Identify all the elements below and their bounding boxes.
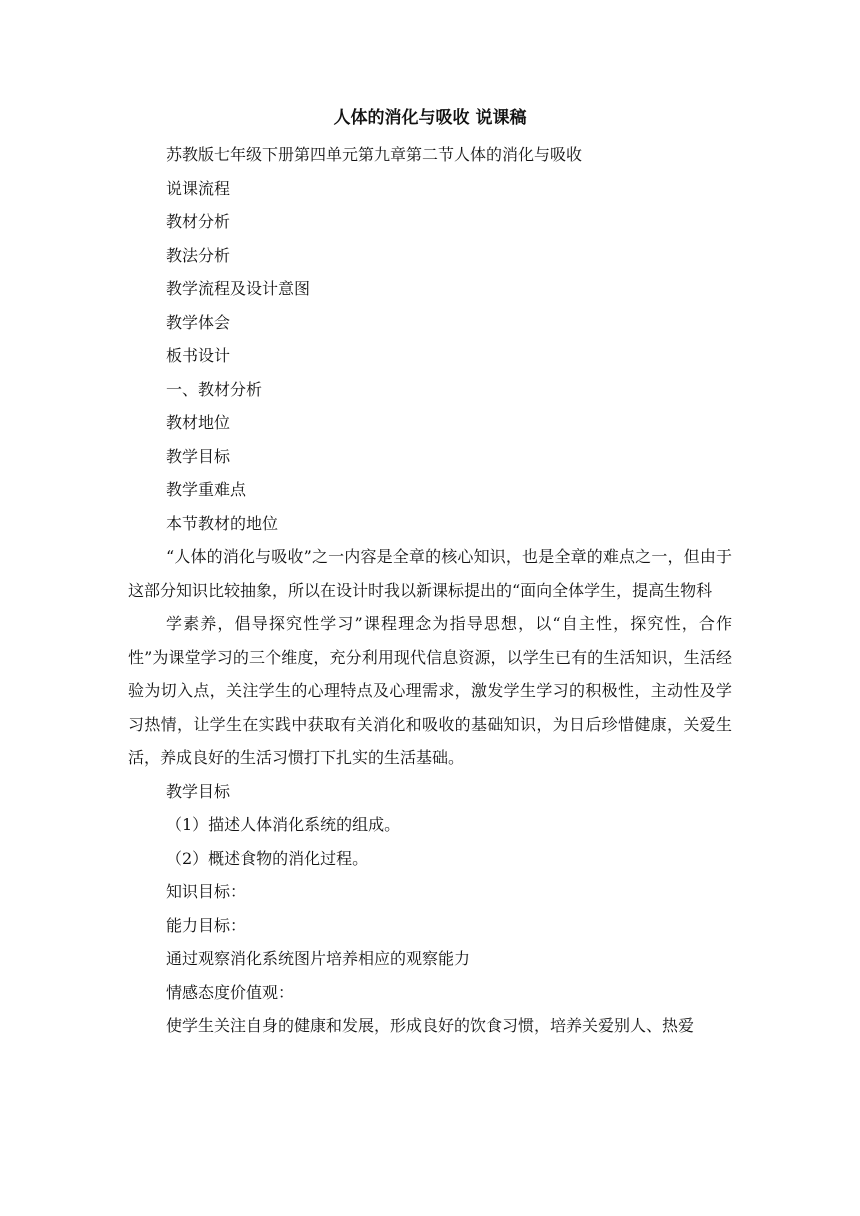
text-line: 教学目标 [166, 446, 231, 466]
list-item: （2）概述食物的消化过程。 [166, 848, 369, 868]
paragraph: “人体的消化与吸收”之一内容是全章的核心知识，也是全章的难点之一，但由于这部分知识比较抽象，所以在设计时我以新课标提出的“面向全体学生，提高生物科 [128, 547, 732, 600]
text-line: 教学体会 [166, 312, 231, 332]
text-line: 情感态度价值观： [166, 982, 295, 1002]
subtitle-line: 苏教版七年级下册第四单元第九章第二节人体的消化与吸收 [166, 145, 583, 164]
text-line: 说课流程 [166, 178, 231, 198]
text-line: 知识目标： [166, 882, 247, 901]
text-line: 能力目标： [166, 915, 247, 935]
text-line: 教材地位 [166, 413, 231, 432]
document-title: 人体的消化与吸收 说课稿 [333, 108, 527, 128]
text-line: 教学流程及设计意图 [166, 279, 311, 298]
text-line: 板书设计 [166, 346, 231, 365]
text-line: 通过观察消化系统图片培养相应的观察能力 [166, 949, 471, 968]
text-line: 教学目标 [166, 781, 231, 801]
text-line: 教法分析 [166, 245, 231, 265]
text-line: 本节教材的地位 [166, 513, 279, 533]
paragraph: 学素养，倡导探究性学习”课程理念为指导思想，以“自主性，探究性，合作性”为课堂学习的三个维度，充分利用现代信息资源，以学生已有的生活知识，生活经验为切入点，关注学生的心理特点及心理需求，激发学生学习的积极性，主动性及学习热情，让学生在实践中获取有关消化和吸收的基础知识，为日后珍惜健康，关爱生活，养成良好的生活习惯打下扎实的生活基础。 [128, 614, 732, 767]
text-line: 教学重难点 [166, 480, 247, 499]
list-item: （1）描述人体消化系统的组成。 [166, 815, 401, 834]
document-body [128, 104, 732, 1043]
text-line: 教材分析 [166, 212, 231, 231]
section-heading: 一、教材分析 [166, 379, 263, 399]
text-line: 使学生关注自身的健康和发展，形成良好的饮食习惯，培养关爱别人、热爱 [166, 1016, 695, 1035]
